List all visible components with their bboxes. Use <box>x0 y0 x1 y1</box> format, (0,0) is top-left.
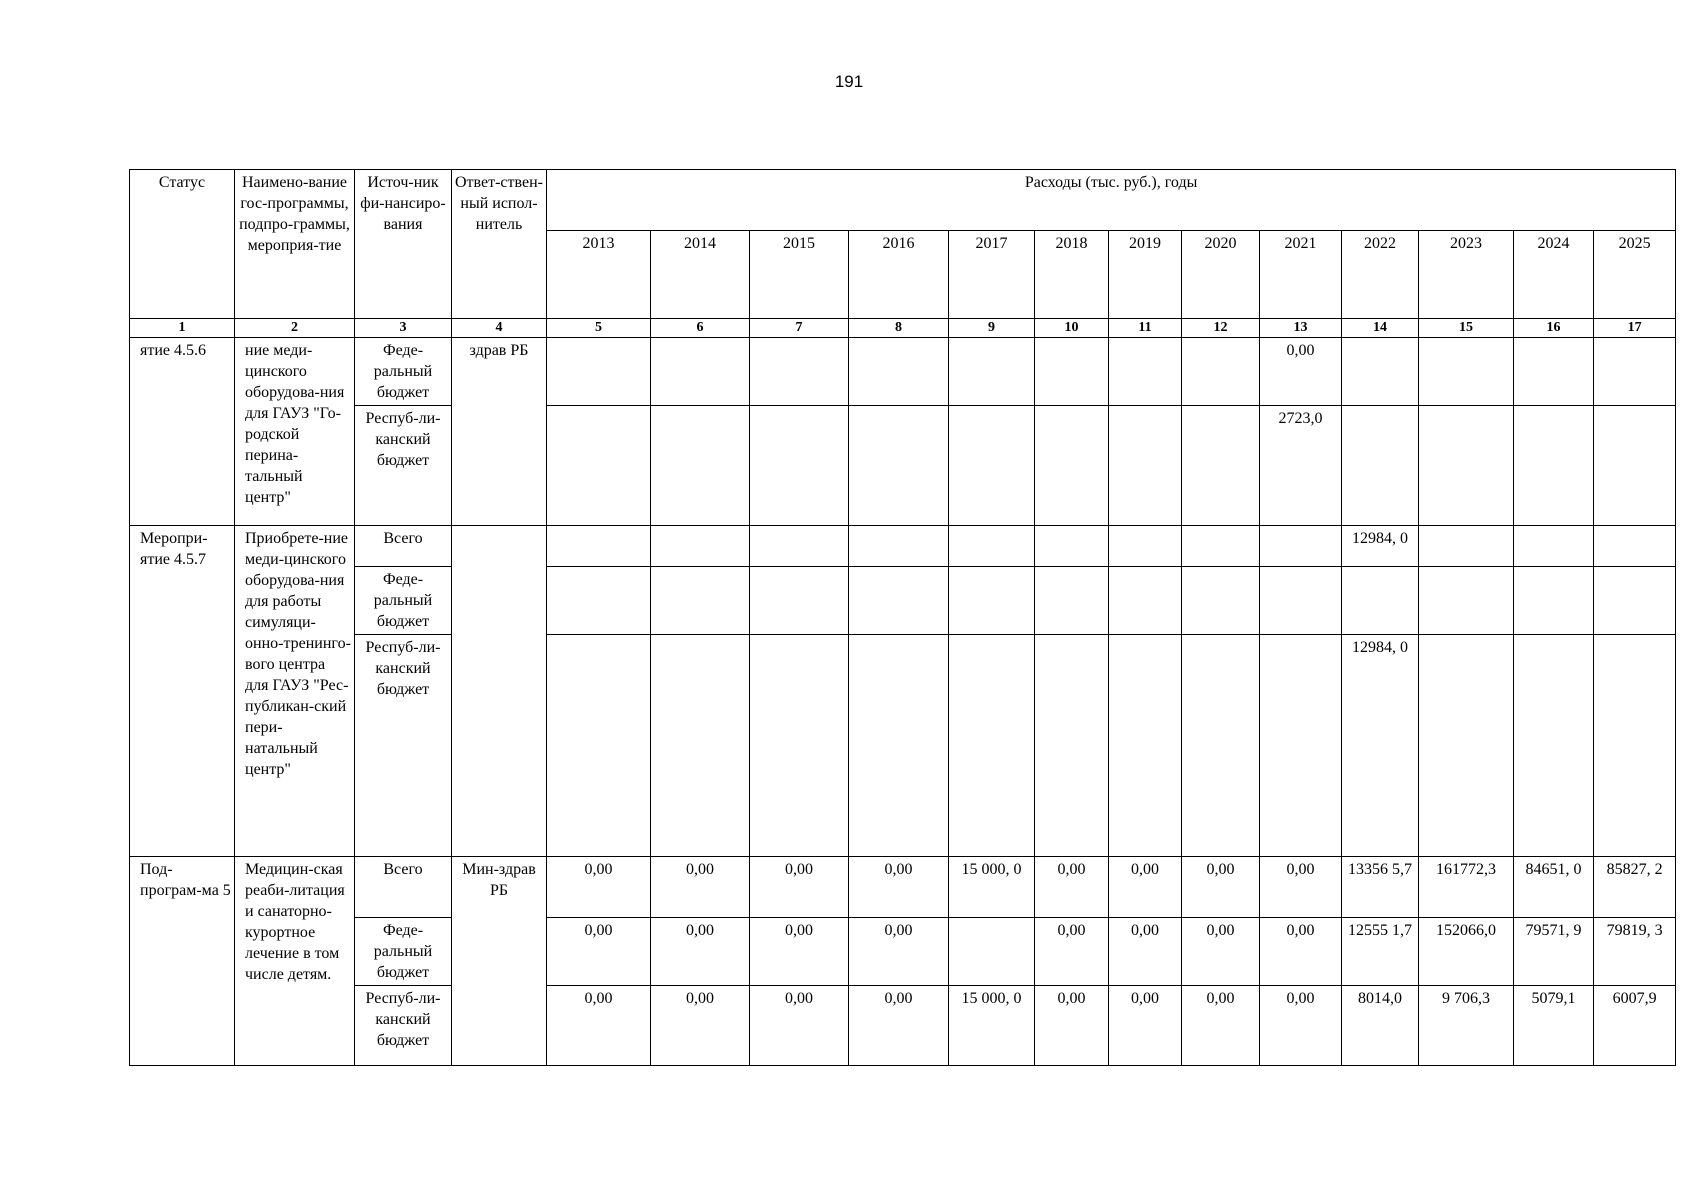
value-cell: 0,00 <box>1182 857 1260 918</box>
column-number: 8 <box>849 319 949 338</box>
value-cell: 0,00 <box>1182 986 1260 1066</box>
value-cell <box>949 635 1035 857</box>
value-cell <box>1109 635 1182 857</box>
header-year: 2014 <box>651 231 750 319</box>
header-year: 2025 <box>1594 231 1676 319</box>
responsible-cell: здрав РБ <box>452 338 547 526</box>
source-cell: Феде-ральный бюджет <box>355 567 452 635</box>
value-cell: 0,00 <box>750 918 849 986</box>
name-cell: ние меди-цинского оборудова-ния для ГАУЗ "Го-родской перина-тальный центр" <box>235 338 355 526</box>
budget-table <box>129 169 1676 1066</box>
source-cell: Респуб-ли-канский бюджет <box>355 986 452 1066</box>
column-number: 9 <box>949 319 1035 338</box>
value-cell <box>1182 406 1260 526</box>
column-number: 16 <box>1514 319 1594 338</box>
responsible-cell: Мин-здрав РБ <box>452 857 547 1066</box>
value-cell <box>547 526 651 567</box>
name-cell: Медицин-ская реаби-литация и санаторно-курортное лечение в том числе детям. <box>235 857 355 1066</box>
source-cell: Феде-ральный бюджет <box>355 918 452 986</box>
value-cell <box>1419 406 1514 526</box>
value-cell: 12984, 0 <box>1342 635 1419 857</box>
table-row <box>130 986 1676 1066</box>
value-cell <box>1342 567 1419 635</box>
status-cell: ятие 4.5.6 <box>130 338 235 526</box>
value-cell <box>750 526 849 567</box>
header-year: 2024 <box>1514 231 1594 319</box>
value-cell <box>1594 338 1676 406</box>
value-cell <box>547 567 651 635</box>
column-number: 5 <box>547 319 651 338</box>
source-cell: Всего <box>355 857 452 918</box>
header-year: 2013 <box>547 231 651 319</box>
value-cell: 0,00 <box>1109 918 1182 986</box>
value-cell <box>849 635 949 857</box>
value-cell <box>1260 526 1342 567</box>
table-row <box>130 567 1676 635</box>
value-cell <box>1260 567 1342 635</box>
value-cell: 0,00 <box>750 986 849 1066</box>
column-number: 7 <box>750 319 849 338</box>
header-year: 2020 <box>1182 231 1260 319</box>
column-number-row <box>130 319 1676 338</box>
value-cell <box>1419 567 1514 635</box>
column-number: 14 <box>1342 319 1419 338</box>
header-responsible: Ответ-ствен-ный испол-нитель <box>452 170 547 319</box>
value-cell <box>1419 526 1514 567</box>
table-row <box>130 526 1676 567</box>
value-cell <box>651 635 750 857</box>
value-cell: 0,00 <box>1260 857 1342 918</box>
value-cell: 15 000, 0 <box>949 986 1035 1066</box>
value-cell: 0,00 <box>1035 857 1109 918</box>
header-year: 2023 <box>1419 231 1514 319</box>
value-cell: 0,00 <box>547 986 651 1066</box>
value-cell: 12984, 0 <box>1342 526 1419 567</box>
value-cell <box>750 338 849 406</box>
value-cell: 13356 5,7 <box>1342 857 1419 918</box>
table-row <box>130 635 1676 857</box>
header-source: Источ-ник фи-нансиро-вания <box>355 170 452 319</box>
value-cell: 0,00 <box>1035 986 1109 1066</box>
status-cell: Под-програм-ма 5 <box>130 857 235 1066</box>
column-number: 3 <box>355 319 452 338</box>
page-number: 191 <box>834 72 864 91</box>
value-cell <box>1109 567 1182 635</box>
value-cell <box>1035 338 1109 406</box>
value-cell <box>949 338 1035 406</box>
status-cell: Меропри-ятие 4.5.7 <box>130 526 235 857</box>
value-cell <box>547 406 651 526</box>
value-cell <box>1594 567 1676 635</box>
value-cell <box>1182 567 1260 635</box>
value-cell <box>1342 338 1419 406</box>
value-cell <box>750 567 849 635</box>
header-name: Наимено-вание гос-программы, подпро-граммы, мероприя-тие <box>235 170 355 319</box>
column-number: 15 <box>1419 319 1514 338</box>
value-cell: 79819, 3 <box>1594 918 1676 986</box>
header-status: Статус <box>130 170 235 319</box>
value-cell: 0,00 <box>1260 338 1342 406</box>
header-expenses: Расходы (тыс. руб.), годы <box>547 170 1676 231</box>
value-cell <box>547 635 651 857</box>
value-cell: 0,00 <box>547 857 651 918</box>
value-cell <box>1182 526 1260 567</box>
value-cell: 0,00 <box>547 918 651 986</box>
column-number: 11 <box>1109 319 1182 338</box>
value-cell: 9 706,3 <box>1419 986 1514 1066</box>
value-cell <box>949 526 1035 567</box>
value-cell <box>750 635 849 857</box>
column-number: 12 <box>1182 319 1260 338</box>
value-cell: 0,00 <box>849 857 949 918</box>
value-cell: 12555 1,7 <box>1342 918 1419 986</box>
header-year: 2019 <box>1109 231 1182 319</box>
value-cell <box>1035 567 1109 635</box>
column-number: 17 <box>1594 319 1676 338</box>
value-cell <box>1514 635 1594 857</box>
value-cell: 0,00 <box>1109 857 1182 918</box>
header-year: 2018 <box>1035 231 1109 319</box>
value-cell: 161772,3 <box>1419 857 1514 918</box>
value-cell: 8014,0 <box>1342 986 1419 1066</box>
value-cell <box>949 918 1035 986</box>
value-cell: 0,00 <box>1182 918 1260 986</box>
value-cell <box>849 338 949 406</box>
value-cell <box>1260 635 1342 857</box>
header-year: 2017 <box>949 231 1035 319</box>
column-number: 13 <box>1260 319 1342 338</box>
value-cell <box>849 526 949 567</box>
column-number: 2 <box>235 319 355 338</box>
value-cell: 6007,9 <box>1594 986 1676 1066</box>
header-year: 2015 <box>750 231 849 319</box>
value-cell: 85827, 2 <box>1594 857 1676 918</box>
value-cell: 0,00 <box>1260 986 1342 1066</box>
value-cell: 0,00 <box>1260 918 1342 986</box>
value-cell: 0,00 <box>651 918 750 986</box>
value-cell: 0,00 <box>651 986 750 1066</box>
value-cell: 0,00 <box>849 986 949 1066</box>
value-cell <box>1514 338 1594 406</box>
value-cell <box>1419 338 1514 406</box>
value-cell <box>1514 567 1594 635</box>
table-row <box>130 918 1676 986</box>
value-cell: 0,00 <box>1109 986 1182 1066</box>
value-cell <box>1109 526 1182 567</box>
table-row <box>130 406 1676 526</box>
value-cell <box>1514 406 1594 526</box>
source-cell: Респуб-ли-канский бюджет <box>355 635 452 857</box>
value-cell <box>1182 338 1260 406</box>
value-cell <box>1594 635 1676 857</box>
value-cell <box>547 338 651 406</box>
value-cell <box>750 406 849 526</box>
header-year: 2016 <box>849 231 949 319</box>
header-year: 2021 <box>1260 231 1342 319</box>
value-cell <box>651 406 750 526</box>
source-cell: Респуб-ли-канский бюджет <box>355 406 452 526</box>
value-cell <box>849 567 949 635</box>
header-year: 2022 <box>1342 231 1419 319</box>
value-cell <box>1342 406 1419 526</box>
value-cell <box>1594 526 1676 567</box>
column-number: 10 <box>1035 319 1109 338</box>
value-cell <box>651 567 750 635</box>
table-row <box>130 857 1676 918</box>
value-cell: 79571, 9 <box>1514 918 1594 986</box>
column-number: 4 <box>452 319 547 338</box>
value-cell: 2723,0 <box>1260 406 1342 526</box>
value-cell <box>1035 635 1109 857</box>
value-cell <box>949 406 1035 526</box>
value-cell <box>849 406 949 526</box>
column-number: 1 <box>130 319 235 338</box>
responsible-cell <box>452 526 547 857</box>
value-cell: 152066,0 <box>1419 918 1514 986</box>
value-cell: 5079,1 <box>1514 986 1594 1066</box>
value-cell: 0,00 <box>849 918 949 986</box>
source-cell: Всего <box>355 526 452 567</box>
value-cell: 0,00 <box>1035 918 1109 986</box>
value-cell: 0,00 <box>750 857 849 918</box>
value-cell <box>1182 635 1260 857</box>
value-cell <box>1514 526 1594 567</box>
value-cell <box>1035 406 1109 526</box>
value-cell <box>949 567 1035 635</box>
name-cell: Приобрете-ние меди-цинского оборудова-ния для работы симуляци-онно-тренинго-вого центра для ГАУЗ "Рес-публикан-ский пери-натальный центр" <box>235 526 355 857</box>
value-cell <box>1419 635 1514 857</box>
column-number: 6 <box>651 319 750 338</box>
table-row <box>130 338 1676 406</box>
value-cell: 0,00 <box>651 857 750 918</box>
source-cell: Феде-ральный бюджет <box>355 338 452 406</box>
value-cell <box>1109 406 1182 526</box>
value-cell <box>1594 406 1676 526</box>
value-cell: 15 000, 0 <box>949 857 1035 918</box>
value-cell <box>1035 526 1109 567</box>
value-cell <box>651 338 750 406</box>
value-cell <box>1109 338 1182 406</box>
table-body <box>130 338 1676 1066</box>
value-cell: 84651, 0 <box>1514 857 1594 918</box>
value-cell <box>651 526 750 567</box>
